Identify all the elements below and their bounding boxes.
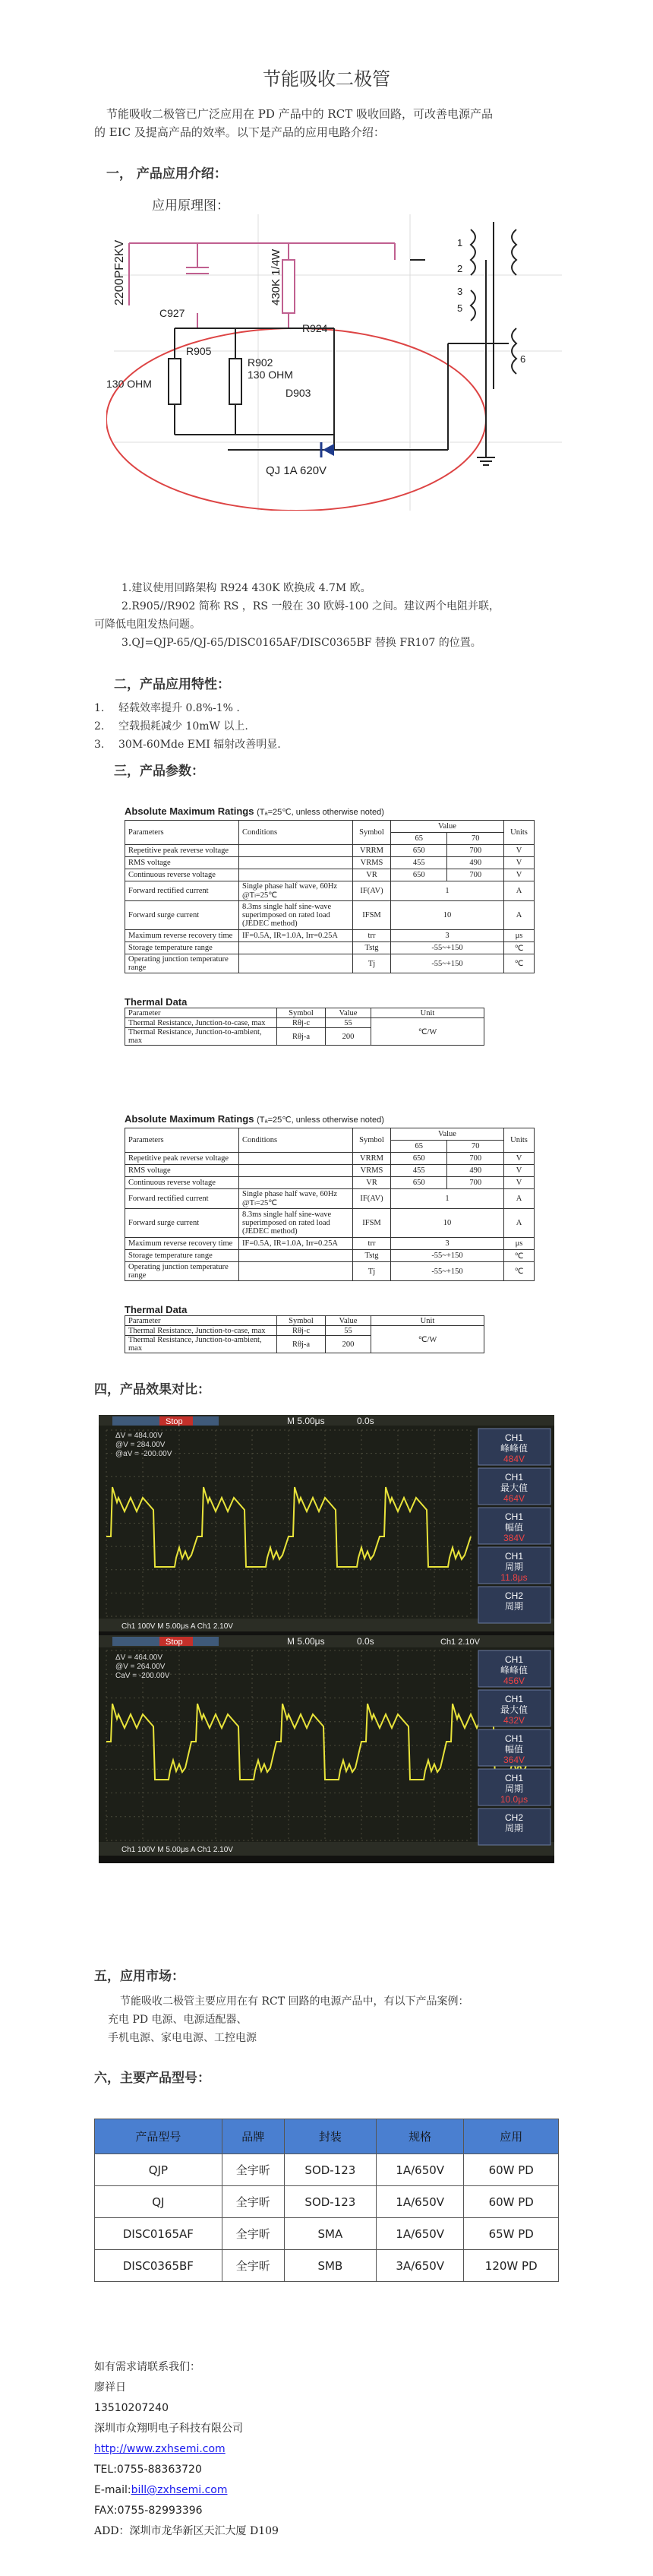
contact-phone: 13510207240 [94,2402,169,2414]
svg-text:456V: 456V [503,1676,525,1686]
contact-intro: 如有需求请联系我们： [94,2361,200,2373]
spec-row: Maximum reverse recovery time IF=0.5A, IR=1.0A, Irr=0.25A trr 3 μs [125,1238,535,1250]
pin-1-label: 1 [457,237,463,248]
svg-text:最大值: 最大值 [500,1704,528,1715]
svg-text:Stop: Stop [166,1638,183,1647]
spec-row: Forward rectified current Single phase half wave, 60Hz @Tₗ=25℃ IF(AV) 1 A [125,881,535,901]
thermal-table: Parameter Symbol Value Unit Thermal Resistance, Junction-to-case, max Rθj-c 55 ℃/W Thermal Resistance, Junction-to-ambient, max Rθj-a 200 [125,1315,484,1353]
pin-5-label: 5 [457,302,463,314]
product-table-header: 应用 [464,2119,559,2154]
product-cell: SOD-123 [284,2154,376,2186]
product-cell: 1A/650V [376,2186,463,2218]
diode-part-label: QJ 1A 620V [266,464,327,477]
feature-marker-3: 3. [94,739,105,751]
product-table-header: 规格 [376,2119,463,2154]
product-cell: 60W PD [464,2186,559,2218]
product-cell: 全宇昕 [222,2154,284,2186]
svg-text:周期: 周期 [504,1783,524,1794]
col-units: Units [504,821,535,845]
section-6-heading: 六，主要产品型号： [94,2071,210,2086]
product-cell: 3A/650V [376,2250,463,2282]
product-cell: 全宇昕 [222,2186,284,2218]
product-cell: SOD-123 [284,2186,376,2218]
market-line-3: 手机电源、家电电源、工控电源 [108,2032,257,2044]
section-1-heading: 一， 产品应用介绍： [106,166,227,182]
product-cell: QJ [95,2186,222,2218]
product-cell: QJP [95,2154,222,2186]
svg-text:364V: 364V [503,1755,525,1765]
note-1: 1.建议使用回路架构 R924 430K 欧换成 4.7M 欧。 [121,582,371,594]
svg-text:周期: 周期 [504,1601,524,1612]
amr-title: Absolute Maximum Ratings (Tₐ=25℃, unless otherwise noted) [125,805,384,817]
svg-text:CH2: CH2 [504,1812,524,1823]
note-2: 2.R905//R902 简称 RS ，RS 一般在 30 欧姆-100 之间。建议两个电阻并联， [121,600,500,612]
circuit-diagram [106,214,562,511]
spec-row: Maximum reverse recovery time IF=0.5A, IR=1.0A, Irr=0.25A trr 3 μs [125,930,535,942]
spec-row: Storage temperature range Tstg -55~+150 ℃ [125,1250,535,1262]
product-row [95,2250,559,2282]
product-table [94,2119,559,2282]
product-cell: 120W PD [464,2250,559,2282]
svg-text:0.0s: 0.0s [357,1416,374,1426]
thermal-table: Parameter Symbol Value Unit Thermal Resistance, Junction-to-case, max Rθj-c 55 ℃/W Thermal Resistance, Junction-to-ambient, max Rθj-a 200 [125,1008,484,1046]
contact-block [94,2357,279,2542]
svg-text:0.0s: 0.0s [357,1636,374,1647]
r924-value-label: 430K 1/4W [270,248,282,305]
oscilloscope-photo [99,1415,554,1863]
product-table-header: 封装 [284,2119,376,2154]
note-3: 3.QJ=QJP-65/QJ-65/DISC0165AF/DISC0365BF 替换 FR107 的位置。 [121,637,481,649]
svg-text:484V: 484V [503,1454,525,1464]
svg-text:ΔV = 484.00V: ΔV = 484.00V [115,1432,163,1440]
svg-text:CH1: CH1 [504,1733,524,1744]
amr-title: Absolute Maximum Ratings (Tₐ=25℃, unless otherwise noted) [125,1113,384,1125]
product-cell: SMB [284,2250,376,2282]
spec-block-1 [125,805,535,1046]
svg-text:CaV = -200.00V: CaV = -200.00V [115,1672,170,1680]
thermal-title: Thermal Data [125,996,188,1008]
email-link[interactable]: bill@zxhsemi.com [131,2484,228,2496]
page-title: 节能吸收二极管 [263,68,390,90]
spec-row: Operating junction temperature range Tj -55~+150 ℃ [125,1262,535,1281]
svg-text:ΔV = 464.00V: ΔV = 464.00V [115,1654,163,1662]
product-row [95,2218,559,2250]
product-cell: DISC0365BF [95,2250,222,2282]
market-line-1: 节能吸收二极管主要应用在有 RCT 回路的电源产品中，有以下产品案例： [120,1995,469,2008]
product-cell: 全宇昕 [222,2218,284,2250]
feature-item-1: 轻载效率提升 0.8%-1% . [118,702,240,714]
svg-text:幅值: 幅值 [504,1744,524,1755]
section-5-heading: 五，应用市场： [94,1969,185,1984]
spec-row: Repetitive peak reverse voltage VRRM 650 700 V [125,1153,535,1165]
product-row [95,2154,559,2186]
note-2-continued: 可降低电阻发热问题。 [94,619,200,631]
measurement-panel-1 [478,1429,550,1623]
contact-fax: FAX:0755-82993396 [94,2505,203,2517]
r902-value-label: 130 OHM [248,369,293,381]
r924-label: R924 [302,322,328,334]
svg-text:11.8μs: 11.8μs [500,1572,528,1583]
svg-text:CH1: CH1 [504,1694,524,1704]
intro-line-1: 节能吸收二极管已广泛应用在 PD 产品中的 RCT 吸收回路，可改善电源产品 [106,107,493,121]
svg-text:384V: 384V [503,1533,525,1543]
email-label: E-mail: [94,2484,131,2496]
pin-3-label: 3 [457,286,463,297]
product-row [95,2186,559,2218]
svg-text:432V: 432V [503,1715,525,1726]
svg-text:M 5.00μs: M 5.00μs [287,1636,325,1647]
product-table-header: 品牌 [222,2119,284,2154]
contact-address: ADD：深圳市龙华新区天汇大厦 D109 [94,2525,279,2537]
product-cell: SMA [284,2218,376,2250]
spec-row: Operating junction temperature range Tj -55~+150 ℃ [125,954,535,973]
r905-value-label: 130 OHM [106,378,152,390]
spec-row: Storage temperature range Tstg -55~+150 ℃ [125,942,535,954]
intro-line-2: 的 EIC 及提高产品的效率。以下是产品的应用电路介绍： [94,125,385,139]
svg-text:CH1: CH1 [504,1432,524,1443]
svg-text:峰峰值: 峰峰值 [500,1665,528,1676]
spec-row: Forward rectified current Single phase half wave, 60Hz @Tₗ=25℃ IF(AV) 1 A [125,1189,535,1209]
product-table-header: 产品型号 [95,2119,222,2154]
c927-value-label: 2200PF2KV [113,239,126,305]
contact-tel: TEL:0755-88363720 [94,2464,202,2476]
product-cell: 60W PD [464,2154,559,2186]
svg-text:CH1: CH1 [504,1472,524,1483]
svg-text:峰峰值: 峰峰值 [500,1443,528,1454]
amr-table: Parameters Conditions Symbol Value Units 65 70 Repetitive peak reverse voltage VRRM 650 700 V RMS voltage VRMS 455 490 V Continuous reverse voltage VR 650 700 V Forward rectified current Single phase half wave, 60Hz @Tₗ=25℃ IF(AV) 1 A Forward surge current 8.3ms single half sine-wave superimposed on rated load (JEDEC method) IFSM 10 A Maximum reverse recovery time IF=0.5A, IR=1.0A, Irr=0.25A trr 3 μs Storage temperature range Tstg -55~+150 ℃ Operating junction temperature range Tj -55~+150 ℃ [125,1128,535,1281]
amr-table: Parameters Conditions Symbol Value Units 65 70 Repetitive peak reverse voltage VRRM 650 700 V RMS voltage VRMS 455 490 V Continuous reverse voltage VR 650 700 V Forward rectified current Single phase half wave, 60Hz @Tₗ=25℃ IF(AV) 1 A Forward surge current 8.3ms single half sine-wave superimposed on rated load (JEDEC method) IFSM 10 A Maximum reverse recovery time IF=0.5A, IR=1.0A, Irr=0.25A trr 3 μs Storage temperature range Tstg -55~+150 ℃ Operating junction temperature range Tj -55~+150 ℃ [125,820,535,973]
c927-label: C927 [159,307,185,319]
svg-text:Ch1 100V M 5.00μs A Ch1: Ch1 100V M 5.00μs A Ch1 2.10V [121,1622,233,1631]
svg-text:周期: 周期 [504,1823,524,1834]
svg-text:@V = 284.00V: @V = 284.00V [115,1441,166,1449]
website-link[interactable]: http://www.zxhsemi.com [94,2443,226,2455]
svg-text:@V = 264.00V: @V = 264.00V [115,1663,166,1671]
thermal-title: Thermal Data [125,1304,188,1315]
spec-row: Forward surge current 8.3ms single half sine-wave superimposed on rated load (JEDEC method) IFSM 10 A [125,901,535,930]
svg-text:M 5.00μs: M 5.00μs [287,1416,325,1426]
spec-block-2 [125,1113,535,1353]
col-value: Value [391,821,504,833]
spec-row: RMS voltage VRMS 455 490 V [125,1165,535,1177]
feature-marker-1: 1. [94,702,105,714]
feature-item-3: 30M-60Mde EMI 辐射改善明显. [118,739,281,751]
spec-row: Repetitive peak reverse voltage VRRM 650 700 V [125,845,535,857]
section-4-heading: 四，产品效果对比： [94,1382,210,1397]
section-3-heading: 三，产品参数： [114,764,204,779]
product-cell: 65W PD [464,2218,559,2250]
svg-text:Ch1 100V M 5.00μs A Ch1: Ch1 100V M 5.00μs A Ch1 2.10V [121,1846,233,1854]
product-cell: DISC0165AF [95,2218,222,2250]
col-cond: Conditions [239,821,353,845]
spec-row: Continuous reverse voltage VR 650 700 V [125,869,535,881]
r902-label: R902 [248,356,273,369]
svg-text:幅值: 幅值 [504,1522,524,1533]
feature-marker-2: 2. [94,720,105,733]
contact-name: 廖祥日 [94,2381,126,2394]
spec-row: Continuous reverse voltage VR 650 700 V [125,1177,535,1189]
market-line-2: 充电 PD 电源、电源适配器、 [108,2014,248,2026]
spec-row: Forward surge current 8.3ms single half sine-wave superimposed on rated load (JEDEC method) IFSM 10 A [125,1209,535,1238]
product-cell: 1A/650V [376,2154,463,2186]
r905-label: R905 [186,345,212,357]
spec-row: RMS voltage VRMS 455 490 V [125,857,535,869]
pin-6-label: 6 [520,353,526,365]
svg-text:最大值: 最大值 [500,1483,528,1493]
contact-company: 深圳市众翔明电子科技有限公司 [94,2423,243,2435]
section-1-subheading: 应用原理图： [152,198,229,214]
svg-text:CH1: CH1 [504,1511,524,1522]
d903-label: D903 [285,387,311,399]
svg-text:10.0μs: 10.0μs [500,1794,528,1805]
product-cell: 1A/650V [376,2218,463,2250]
svg-text:CH1: CH1 [504,1773,524,1783]
svg-text:周期: 周期 [504,1562,524,1572]
col-symbol: Symbol [353,821,391,845]
svg-text:464V: 464V [503,1493,525,1504]
svg-text:CH1: CH1 [504,1654,524,1665]
product-cell: 全宇昕 [222,2250,284,2282]
svg-text:CH1: CH1 [504,1551,524,1562]
svg-text:@aV = -200.00V: @aV = -200.00V [115,1450,172,1458]
measurement-panel-2 [478,1650,550,1845]
svg-text:CH2: CH2 [504,1590,524,1601]
pin-2-label: 2 [457,263,463,274]
oscilloscope-screens [99,1415,554,1863]
feature-item-2: 空载损耗减少 10mW 以上. [118,720,248,733]
svg-text:Ch1 2.10V: Ch1 2.10V [440,1638,480,1647]
svg-text:Stop: Stop [166,1417,183,1426]
col-param: Parameters [125,821,239,845]
section-2-heading: 二，产品应用特性： [114,677,230,692]
